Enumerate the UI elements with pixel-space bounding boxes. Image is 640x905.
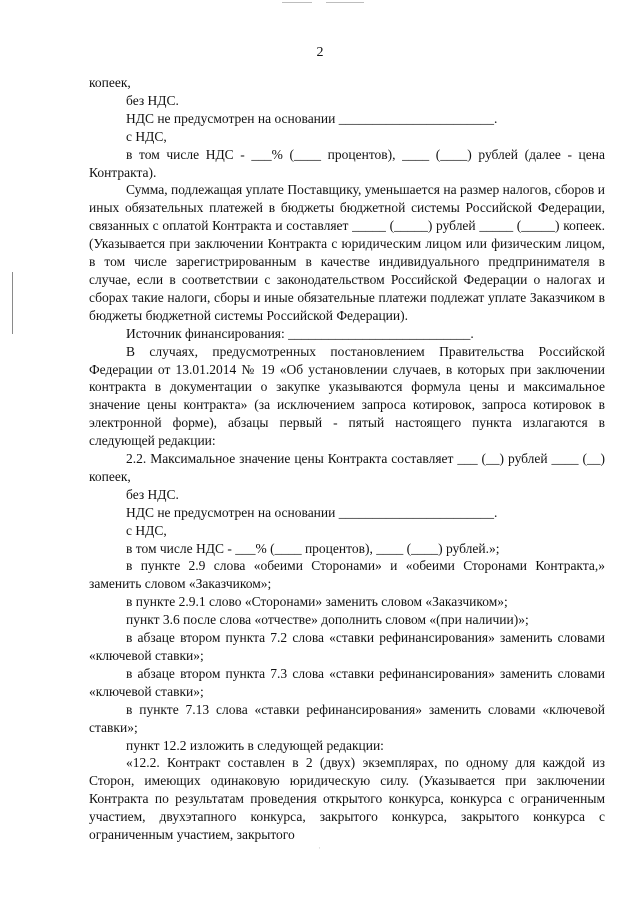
paragraph: НДС не предусмотрен на основании _______________________. <box>126 110 498 126</box>
paragraph: пункт 3.6 после слова «отчестве» дополнить словом «(при наличии)»; <box>126 612 529 628</box>
page-number: 2 <box>316 45 324 60</box>
paragraph: пункт 12.2 изложить в следующей редакции: <box>126 737 384 753</box>
paragraph: с НДС, <box>126 128 167 144</box>
scan-top-marks <box>282 2 372 6</box>
paragraph: в том числе НДС - ___% (____ процентов), ____ (____) рублей (далее - цена Контракта). <box>89 146 605 180</box>
paragraph: без НДС. <box>126 486 179 502</box>
paragraph: в пункте 2.9.1 слово «Сторонами» заменить словом «Заказчиком»; <box>126 594 508 610</box>
paragraph: в том числе НДС - ___% (____ процентов), ____ (____) рублей.»; <box>126 540 500 556</box>
paragraph: Источник финансирования: ___________________________. <box>126 325 474 341</box>
scan-margin-mark <box>12 272 13 334</box>
paragraph: с НДС, <box>126 522 167 538</box>
paragraph: НДС не предусмотрен на основании _______________________. <box>126 504 498 520</box>
paragraph: В случаях, предусмотренных постановлением Правительства Российской Федерации от 13.01.2014 № 19 «Об установлении случаев, в которых при заключении контракта в документации о закупке указываются формула цены и максимальное значение цены контракта» (за исключением запроса котировок, запроса котировок в электронной форме), абзацы первый - пятый настоящего пункта излагаются в следующей редакции: <box>89 343 605 449</box>
paragraph: без НДС. <box>126 92 179 108</box>
paragraph: копеек, <box>89 75 131 90</box>
paragraph: «12.2. Контракт составлен в 2 (двух) экземплярах, по одному для каждой из Сторон, имеющих одинаковую юридическую силу. (Указывается при заключении Контракта по результатам проведения открытого конкурса, конкурса с ограниченным участием, двухэтапного конкурса, закрытого конкурса, закрытого конкурса с ограниченным участием, закрытого <box>89 755 605 843</box>
paragraph: Сумма, подлежащая уплате Поставщику, уменьшается на размер налогов, сборов и иных обязательных платежей в бюджеты бюджетной системы Российской Федерации, связанных с оплатой Контракта и составляет _____ (_____) рублей _____ (_____) копеек. (Указывается при заключении Контракта с юридическим лицом или физическим лицом, в том числе зарегистрированным в качестве индивидуального предпринимателя в случае, если в соответствии с законодательством Российской Федерации о налогах и сборах такие налоги, сборы и иные обязательные платежи подлежат уплате Заказчиком в бюджеты бюджетной системы Российской Федерации). <box>89 182 605 323</box>
scan-dot-mark: · <box>318 843 321 853</box>
document-body <box>89 74 605 844</box>
paragraph: в абзаце втором пункта 7.2 слова «ставки рефинансирования» заменить словами «ключевой ставки»; <box>89 630 605 663</box>
paragraph: в абзаце втором пункта 7.3 слова «ставки рефинансирования» заменить словами «ключевой ставки»; <box>89 665 605 699</box>
paragraph: 2.2. Максимальное значение цены Контракта составляет ___ (__) рублей ____ (__) копеек, <box>89 451 605 484</box>
paragraph: в пункте 7.13 слова «ставки рефинансирования» заменить словами «ключевой ставки»; <box>89 701 605 735</box>
paragraph: в пункте 2.9 слова «обеими Сторонами» и «обеими Сторонами Контракта,» заменить словом «Заказчиком»; <box>89 558 605 592</box>
